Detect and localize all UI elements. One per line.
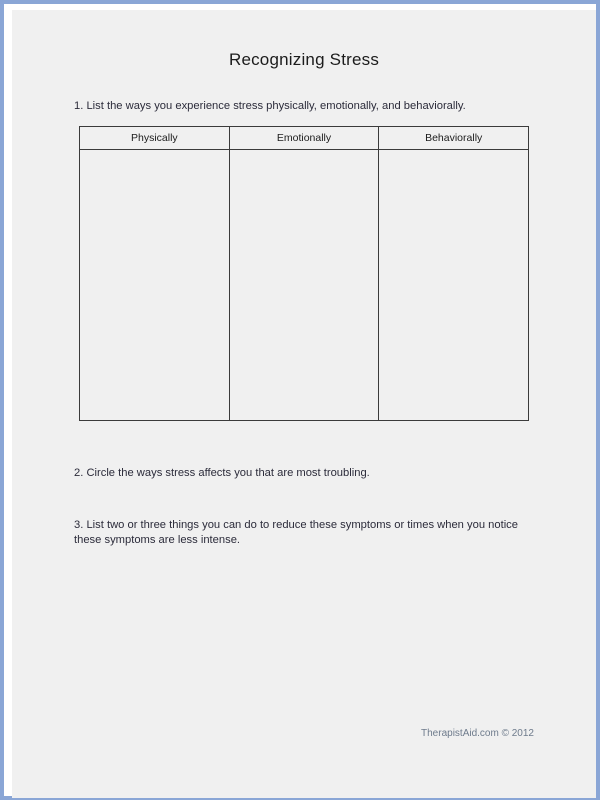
- table-column-emotionally: [230, 127, 380, 420]
- footer-credit: TherapistAid.com © 2012: [421, 728, 534, 739]
- worksheet-sheet: [12, 10, 596, 798]
- column-response-area-physically[interactable]: [80, 150, 229, 420]
- column-header-behaviorally: Behaviorally: [379, 127, 528, 150]
- table-column-physically: [80, 127, 230, 420]
- stress-table: [79, 126, 529, 421]
- instruction-item-2: 2. Circle the ways stress affects you that are most troubling.: [74, 467, 370, 479]
- column-response-area-emotionally[interactable]: [230, 150, 379, 420]
- page-title: Recognizing Stress: [228, 50, 380, 69]
- column-response-area-behaviorally[interactable]: [379, 150, 528, 420]
- table-column-behaviorally: [379, 127, 528, 420]
- column-header-physically: Physically: [80, 127, 229, 150]
- column-header-emotionally: Emotionally: [230, 127, 379, 150]
- instruction-item-3: 3. List two or three things you can do to reduce these symptoms or times when you notice these symptoms are less intense.: [74, 519, 518, 546]
- instruction-item-1: 1. List the ways you experience stress physically, emotionally, and behaviorally.: [74, 100, 466, 112]
